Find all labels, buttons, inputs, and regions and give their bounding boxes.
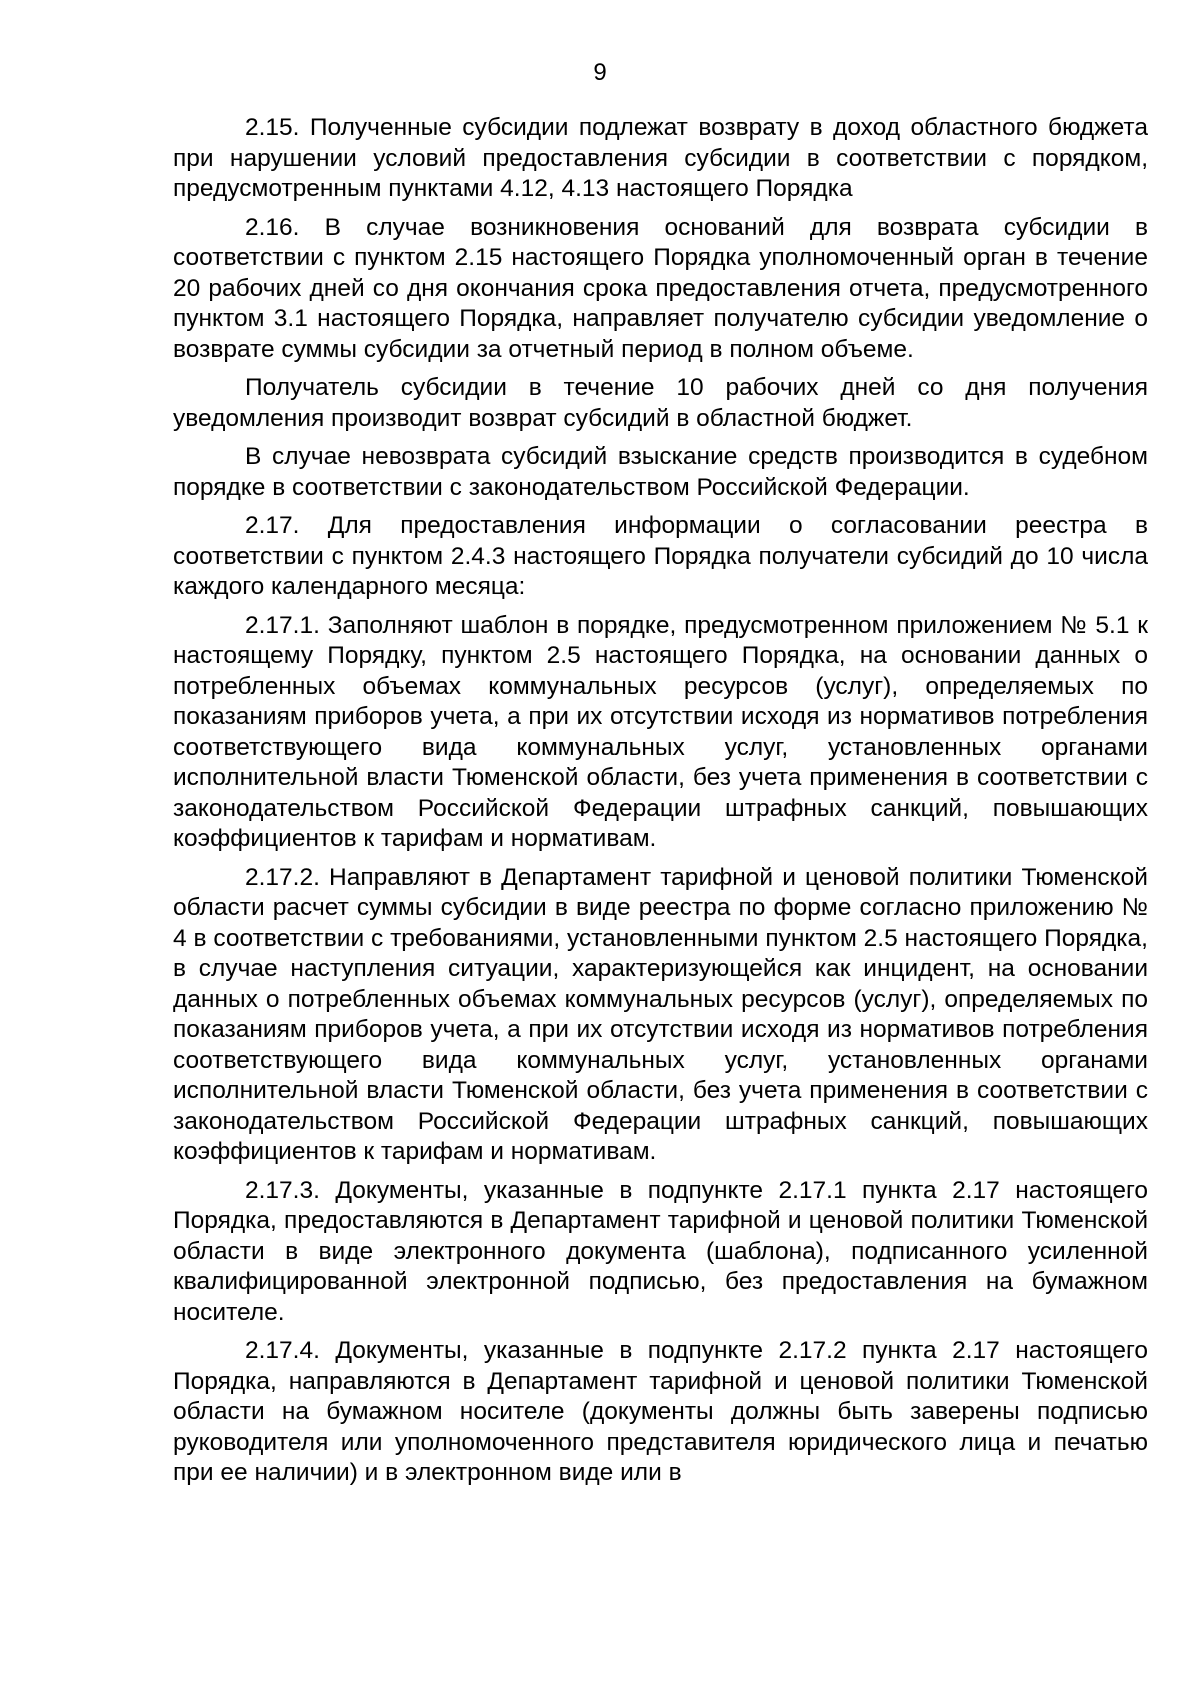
paragraph-2-15: 2.15. Полученные субсидии подлежат возврату в доход областного бюджета при нарушении условий предоставления субсидии в соответствии с порядком, предусмотренным пунктами 4.12, 4.13 настоящего Порядка — [173, 114, 1148, 202]
paragraph-non-return: В случае невозврата субсидий взыскание средств производится в судебном порядке в соответствии с законодательством Российской Федерации. — [173, 443, 1148, 501]
page-number: 9 — [593, 59, 607, 86]
paragraph-2-16: 2.16. В случае возникновения оснований для возврата субсидии в соответствии с пунктом 2.15 настоящего Порядка уполномоченный орган в течение 20 рабочих дней со дня окончания срока предоставления отчета, предусмотренного пунктом 3.1 настоящего Порядка, направляет получателю субсидии уведомление о возврате суммы субсидии за отчетный период в полном объеме. — [173, 213, 1148, 363]
document-body — [173, 113, 1148, 1497]
paragraph-2-17-4: 2.17.4. Документы, указанные в подпункте 2.17.2 пункта 2.17 настоящего Порядка, направляются в Департамент тарифной и ценовой политики Тюменской области на бумажном носителе (документы должны быть заверены подписью руководителя или уполномоченного представителя юридического лица и печатью при ее наличии) и в электронном виде или в — [173, 1337, 1148, 1486]
paragraph-2-17-1: 2.17.1. Заполняют шаблон в порядке, предусмотренном приложением № 5.1 к настоящему Порядку, пунктом 2.5 настоящего Порядка, на основании данных о потребленных объемах коммунальных ресурсов (услуг), определяемых по показаниям приборов учета, а при их отсутствии исходя из нормативов потребления соответствующего вида коммунальных услуг, установленных органами исполнительной власти Тюменской области, без учета применения в соответствии с законодательством Российской Федерации штрафных санкций, повышающих коэффициентов к тарифам и нормативам. — [173, 611, 1148, 852]
paragraph-2-17-3: 2.17.3. Документы, указанные в подпункте 2.17.1 пункта 2.17 настоящего Порядка, предоставляются в Департамент тарифной и ценовой политики Тюменской области в виде электронного документа (шаблона), подписанного усиленной квалифицированной электронной подписью, без предоставления на бумажном носителе. — [173, 1176, 1148, 1326]
paragraph-2-17-2: 2.17.2. Направляют в Департамент тарифной и ценовой политики Тюменской области расчет суммы субсидии в виде реестра по форме согласно приложению № 4 в соответствии с требованиями, установленными пунктом 2.5 настоящего Порядка, в случае наступления ситуации, характеризующейся как инцидент, на основании данных о потребленных объемах коммунальных ресурсов (услуг), определяемых по показаниям приборов учета, а при их отсутствии исходя из нормативов потребления соответствующего вида коммунальных услуг, установленных органами исполнительной власти Тюменской области, без учета применения в соответствии с законодательством Российской Федерации штрафных санкций, повышающих коэффициентов к тарифам и нормативам. — [173, 863, 1148, 1165]
paragraph-recipient-return: Получатель субсидии в течение 10 рабочих дней со дня получения уведомления производит возврат субсидий в областной бюджет. — [173, 374, 1148, 432]
paragraph-2-17: 2.17. Для предоставления информации о согласовании реестра в соответствии с пунктом 2.4.3 настоящего Порядка получатели субсидий до 10 числа каждого календарного месяца: — [173, 512, 1148, 600]
